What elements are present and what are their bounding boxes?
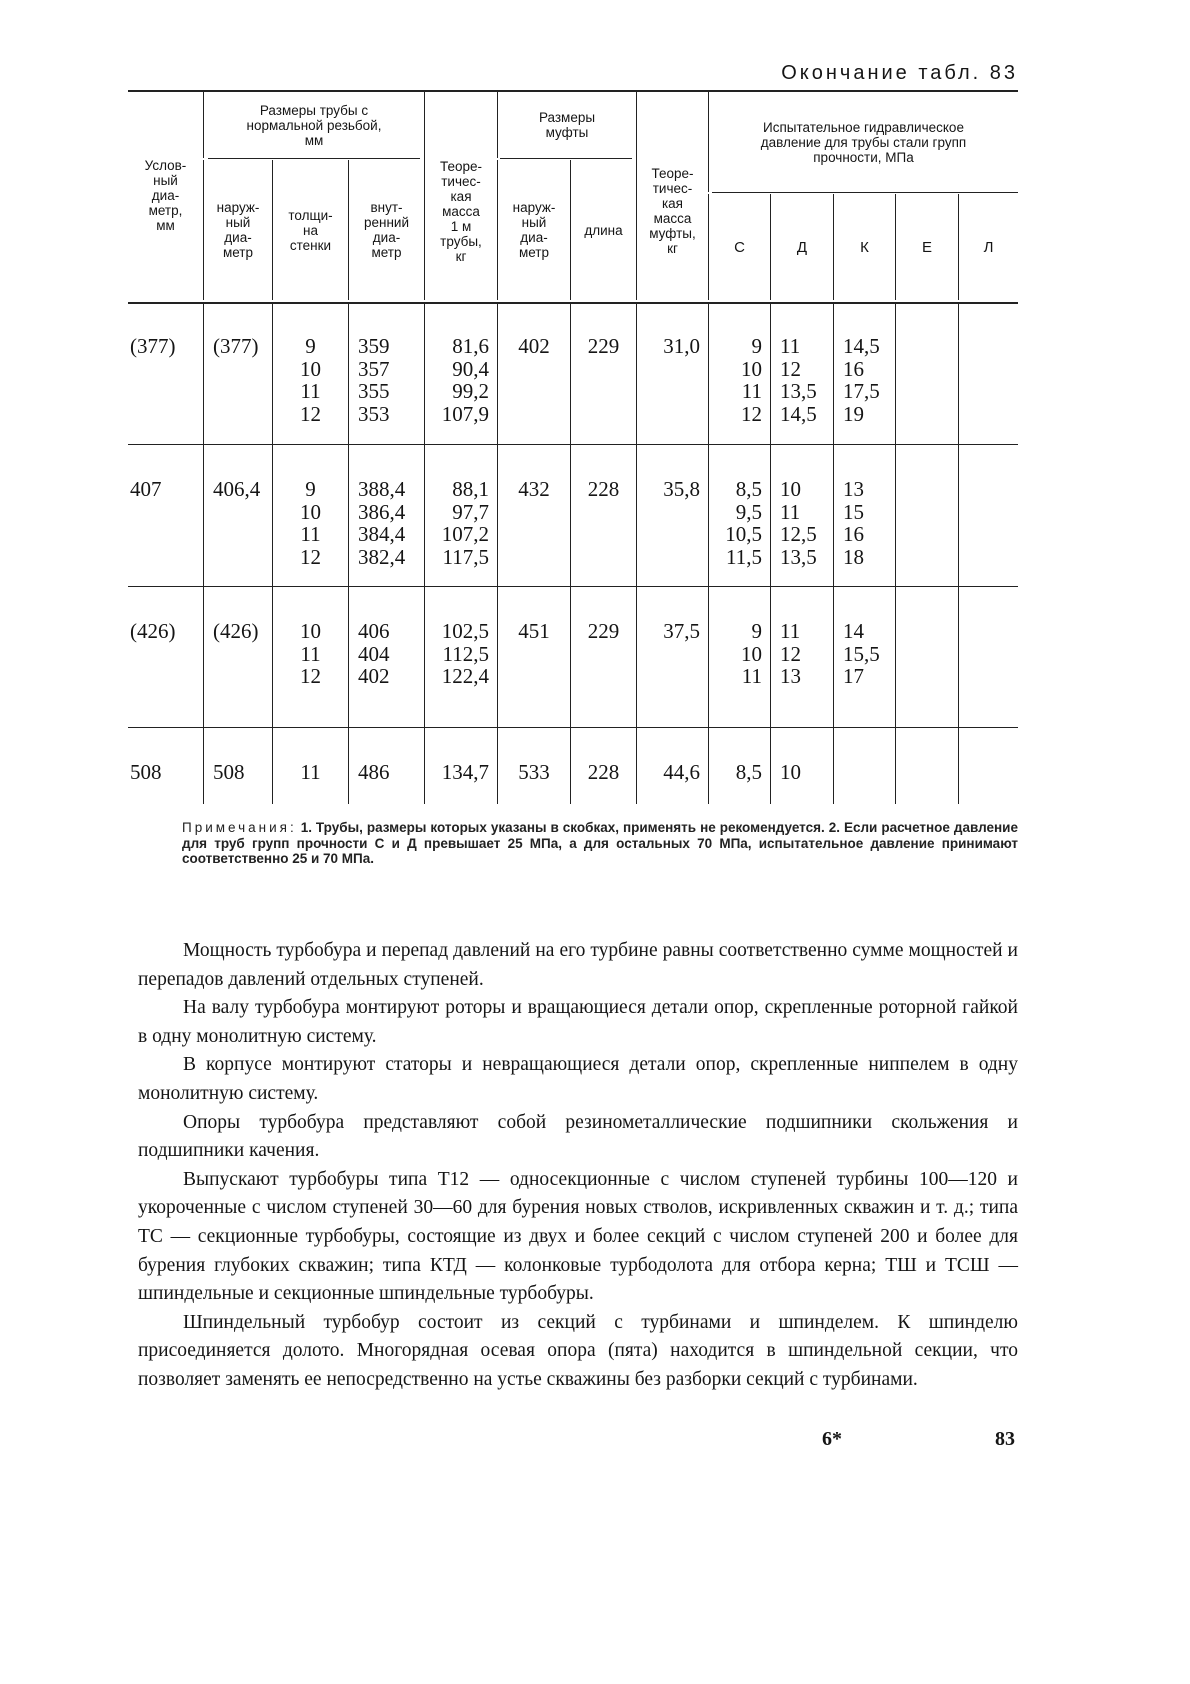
cell-inner: 359 357 355 353 xyxy=(348,302,424,444)
cell-outer: 406,4 xyxy=(203,445,272,586)
divider xyxy=(500,158,632,159)
table-row xyxy=(128,445,1018,587)
cell-mass: 88,1 97,7 107,2 117,5 xyxy=(424,445,497,586)
cell-inner: 486 xyxy=(348,728,424,804)
cell-nominal: (426) xyxy=(130,619,176,643)
cell-outer: 508 xyxy=(203,728,272,804)
cell-D: 11 12 13,5 14,5 xyxy=(770,302,833,444)
header-nominal-diameter: Услов- ный диа- метр, мм xyxy=(144,157,187,233)
cell-L xyxy=(958,728,1018,804)
table-row xyxy=(128,728,1018,804)
cell-wall: 9 10 11 12 xyxy=(272,445,348,586)
cell-D: 11 12 13 xyxy=(770,587,833,727)
header-coupling-group: Размеры муфты xyxy=(497,92,636,158)
cell-outer: (426) xyxy=(203,587,272,727)
cell-c-mass: 44,6 xyxy=(636,728,708,804)
cell-mass: 81,6 90,4 99,2 107,9 xyxy=(424,302,497,444)
header-grade-e: Е xyxy=(895,194,958,300)
cell-E xyxy=(895,728,958,804)
cell-E xyxy=(895,302,958,444)
header-pipe-inner: внут- ренний диа- метр xyxy=(348,160,424,300)
paragraph: Мощность турбобура и перепад давлений на его турбине равны соответственно сумме мощностей и перепадов давлений отдельных ступеней. xyxy=(138,940,1018,990)
cell-K: 13 15 16 18 xyxy=(833,445,895,586)
cell-wall: 9 10 11 12 xyxy=(272,302,348,444)
header-coupling-mass: Теоре- тичес- кая масса муфты, кг xyxy=(636,92,708,300)
paragraph: В корпусе монтируют статоры и невращающиеся детали опор, скрепленные ниппелем в одну монолитную систему. xyxy=(138,1054,1018,1104)
paragraph: Шпиндельный турбобур состоит из секций с турбинами и шпинделем. К шпинделю присоединяется долото. Многорядная осевая опора (пята) находится в шпиндельной секции, что позволяет заменять ее непосредственно на устье скважины без разборки секций с турбинами. xyxy=(138,1311,1018,1390)
header-grade-l: Л xyxy=(958,194,1018,300)
cell-S: 8,5 9,5 10,5 11,5 xyxy=(708,445,770,586)
paragraph: Выпускают турбобуры типа Т12 — односекционные с числом ступеней турбины 100—120 и укороченные с числом ступеней 30—60 для бурения новых стволов, искривленных скважин и т. д.; типа ТС — секционные турбобуры, состоящие из двух и более секций с числом ступеней 200 и более для бурения глубоких скважин; типа КТД — колонковые турбодолота для отбора керна; ТШ и ТСШ — шпиндельные и секционные шпиндельные турбобуры. xyxy=(138,1168,1018,1305)
divider xyxy=(208,158,420,159)
cell-mass: 134,7 xyxy=(424,728,497,804)
header-pipe-outer: наруж- ный диа- метр xyxy=(203,160,272,300)
cell-K: 14 15,5 17 xyxy=(833,587,895,727)
cell-outer: (377) xyxy=(203,302,272,444)
divider xyxy=(712,192,1018,193)
cell-E xyxy=(895,587,958,727)
header-coupling-outer: наруж- ный диа- метр xyxy=(497,160,570,300)
cell-S: 9 10 11 xyxy=(708,587,770,727)
header-coupling-length: длина xyxy=(570,160,636,300)
cell-S: 8,5 xyxy=(708,728,770,804)
table-notes xyxy=(182,820,1018,867)
cell-c-len: 229 xyxy=(570,587,636,727)
notes-label: Примечания: xyxy=(182,820,297,835)
header-pipe-group-label: Размеры трубы с нормальной резьбой, мм xyxy=(246,102,382,148)
cell-c-len: 228 xyxy=(570,728,636,804)
cell-nominal: (377) xyxy=(130,334,176,358)
cell-K: 14,5 16 17,5 19 xyxy=(833,302,895,444)
header-grade-k: К xyxy=(833,194,895,300)
cell-K xyxy=(833,728,895,804)
signature-mark: 6* xyxy=(822,1428,842,1450)
header-pipe-group xyxy=(203,92,424,158)
header-pipe-mass: Теоре- тичес- кая масса 1 м трубы, кг xyxy=(424,92,497,300)
cell-D: 10 11 12,5 13,5 xyxy=(770,445,833,586)
cell-nominal: 407 xyxy=(130,477,162,501)
table-row xyxy=(128,587,1018,728)
cell-mass: 102,5 112,5 122,4 xyxy=(424,587,497,727)
table-row xyxy=(128,302,1018,445)
header-pipe-wall: толщи- на стенки xyxy=(272,160,348,300)
cell-wall: 10 11 12 xyxy=(272,587,348,727)
table-body xyxy=(128,302,1018,804)
cell-D: 10 xyxy=(770,728,833,804)
notes-text: 1. Трубы, размеры которых указаны в скобках, применять не рекомендуется. 2. Если расчетное давление для труб групп прочности С и Д превышает 25 МПа, а для остальных 70 МПа, испытательное давление принимают соответственно 25 и 70 МПа. xyxy=(182,820,1018,866)
cell-c-len: 229 xyxy=(570,302,636,444)
cell-c-outer: 432 xyxy=(497,445,570,586)
table-header xyxy=(128,90,1018,304)
table-continuation-caption: Окончание табл. 83 xyxy=(781,62,1018,84)
cell-c-outer: 402 xyxy=(497,302,570,444)
cell-S: 9 10 11 12 xyxy=(708,302,770,444)
cell-inner: 406 404 402 xyxy=(348,587,424,727)
cell-inner: 388,4 386,4 384,4 382,4 xyxy=(348,445,424,586)
header-grade-s: С xyxy=(708,194,770,300)
cell-c-mass: 31,0 xyxy=(636,302,708,444)
cell-c-mass: 37,5 xyxy=(636,587,708,727)
header-pressure-group: Испытательное гидравлическое давление для трубы стали групп прочности, МПа xyxy=(708,92,1018,192)
paragraph: На валу турбобура монтируют роторы и вращающиеся детали опор, скрепленные роторной гайкой в одну монолитную систему. xyxy=(138,997,1018,1047)
cell-nominal: 508 xyxy=(130,760,162,784)
body-text xyxy=(138,937,1018,1395)
cell-L xyxy=(958,302,1018,444)
cell-c-outer: 533 xyxy=(497,728,570,804)
cell-E xyxy=(895,445,958,586)
cell-c-len: 228 xyxy=(570,445,636,586)
cell-c-mass: 35,8 xyxy=(636,445,708,586)
header-grade-d: Д xyxy=(770,194,833,300)
cell-c-outer: 451 xyxy=(497,587,570,727)
cell-wall: 11 xyxy=(272,728,348,804)
cell-L xyxy=(958,445,1018,586)
paragraph: Опоры турбобура представляют собой резинометаллические подшипники скольжения и подшипники качения. xyxy=(138,1111,1018,1162)
page-number: 83 xyxy=(995,1428,1015,1450)
cell-L xyxy=(958,587,1018,727)
